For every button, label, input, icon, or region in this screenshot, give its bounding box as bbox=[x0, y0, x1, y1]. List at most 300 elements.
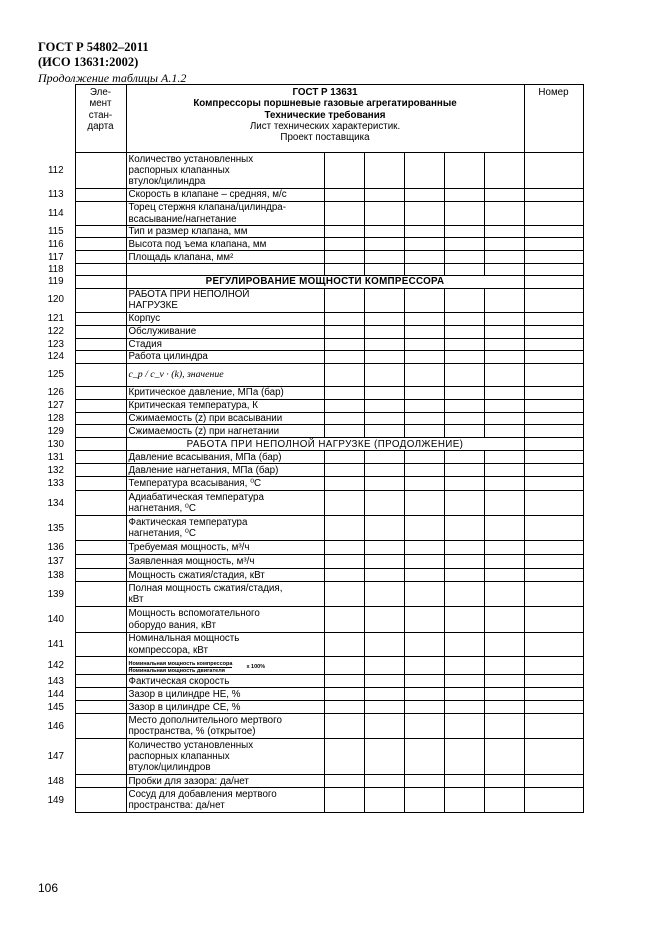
value-cell bbox=[404, 325, 444, 338]
table-row bbox=[37, 569, 583, 582]
value-cell bbox=[484, 788, 524, 813]
value-cell bbox=[364, 386, 404, 399]
value-cell bbox=[444, 739, 484, 775]
element-cell bbox=[75, 675, 126, 688]
element-cell bbox=[75, 325, 126, 338]
table-row bbox=[37, 657, 583, 675]
table-header-row bbox=[37, 85, 583, 153]
value-cell bbox=[444, 701, 484, 714]
value-cell bbox=[484, 238, 524, 251]
value-cell bbox=[484, 412, 524, 424]
value-cell bbox=[484, 202, 524, 226]
row-number: 123 bbox=[37, 338, 75, 350]
value-cell bbox=[444, 569, 484, 582]
number-cell bbox=[524, 688, 583, 701]
value-cell bbox=[364, 569, 404, 582]
table-row bbox=[37, 555, 583, 569]
value-cell bbox=[324, 338, 364, 350]
value-cell bbox=[444, 775, 484, 788]
value-cell bbox=[404, 350, 444, 363]
row-number: 128 bbox=[37, 412, 75, 424]
value-cell bbox=[364, 238, 404, 251]
element-cell bbox=[75, 477, 126, 491]
row-number: 140 bbox=[37, 607, 75, 633]
element-cell bbox=[75, 386, 126, 399]
value-cell bbox=[404, 386, 444, 399]
number-cell bbox=[524, 386, 583, 399]
value-cell bbox=[324, 451, 364, 464]
number-cell bbox=[524, 541, 583, 555]
fraction-numerator: Номинальная мощность компрессора bbox=[128, 661, 233, 668]
value-cell bbox=[444, 516, 484, 541]
parameter-label bbox=[126, 657, 324, 675]
parameter-label: РАБОТА ПРИ НЕПОЛНОЙ НАГРУЗКЕ bbox=[126, 288, 324, 312]
value-cell bbox=[444, 350, 484, 363]
value-cell bbox=[364, 412, 404, 424]
value-cell bbox=[444, 464, 484, 477]
element-cell bbox=[75, 251, 126, 264]
parameter-label: Торец стержня клапана/цилиндра- всасывание/нагнетание bbox=[126, 202, 324, 226]
element-cell bbox=[75, 399, 126, 412]
number-cell bbox=[524, 582, 583, 607]
number-cell bbox=[524, 238, 583, 251]
table-row bbox=[37, 775, 583, 788]
number-cell bbox=[524, 701, 583, 714]
row-number: 114 bbox=[37, 202, 75, 226]
parameter-label: Давление нагнетания, МПа (бар) bbox=[126, 464, 324, 477]
row-number: 113 bbox=[37, 189, 75, 202]
value-cell bbox=[444, 555, 484, 569]
row-number: 124 bbox=[37, 350, 75, 363]
table-row bbox=[37, 399, 583, 412]
element-cell bbox=[75, 541, 126, 555]
value-cell bbox=[324, 464, 364, 477]
value-cell bbox=[484, 350, 524, 363]
value-cell bbox=[484, 425, 524, 438]
parameter-label: Пробки для зазора: да/нет bbox=[126, 775, 324, 788]
value-cell bbox=[364, 633, 404, 657]
row-number: 134 bbox=[37, 491, 75, 516]
value-cell bbox=[324, 701, 364, 714]
value-cell bbox=[484, 555, 524, 569]
number-cell bbox=[524, 491, 583, 516]
value-cell bbox=[484, 189, 524, 202]
value-cell bbox=[484, 312, 524, 325]
element-cell bbox=[75, 788, 126, 813]
value-cell bbox=[444, 153, 484, 189]
header-blank bbox=[37, 85, 75, 153]
row-number: 144 bbox=[37, 688, 75, 701]
element-cell bbox=[75, 264, 126, 275]
value-cell bbox=[444, 412, 484, 424]
value-cell bbox=[484, 491, 524, 516]
table-row bbox=[37, 226, 583, 238]
table-continuation-label: Продолжение таблицы А.1.2 bbox=[38, 71, 187, 85]
element-cell bbox=[75, 714, 126, 739]
row-number: 149 bbox=[37, 788, 75, 813]
number-cell bbox=[524, 739, 583, 775]
number-cell bbox=[524, 312, 583, 325]
value-cell bbox=[324, 633, 364, 657]
number-cell bbox=[524, 264, 583, 275]
value-cell bbox=[484, 288, 524, 312]
value-cell bbox=[324, 739, 364, 775]
row-number: 121 bbox=[37, 312, 75, 325]
parameter-label: Давление всасывания, МПа (бар) bbox=[126, 451, 324, 464]
element-cell bbox=[75, 189, 126, 202]
row-number: 148 bbox=[37, 775, 75, 788]
number-cell bbox=[524, 275, 583, 288]
parameter-label: Полная мощность сжатия/стадия, кВт bbox=[126, 582, 324, 607]
parameter-label: Сосуд для добавления мертвого пространства: да/нет bbox=[126, 788, 324, 813]
table-row bbox=[37, 477, 583, 491]
value-cell bbox=[364, 325, 404, 338]
number-cell bbox=[524, 775, 583, 788]
value-cell bbox=[444, 312, 484, 325]
parameter-label: Стадия bbox=[126, 338, 324, 350]
table-title-sheet: Лист технических характеристик. bbox=[249, 120, 401, 132]
value-cell bbox=[364, 425, 404, 438]
value-cell bbox=[484, 251, 524, 264]
value-cell bbox=[364, 363, 404, 386]
value-cell bbox=[324, 516, 364, 541]
value-cell bbox=[324, 189, 364, 202]
value-cell bbox=[404, 412, 444, 424]
value-cell bbox=[484, 701, 524, 714]
parameter-label: Сжимаемость (z) при всасывании bbox=[126, 412, 324, 424]
number-cell bbox=[524, 451, 583, 464]
table-row bbox=[37, 714, 583, 739]
element-cell bbox=[75, 438, 126, 451]
row-number: 133 bbox=[37, 477, 75, 491]
table-row bbox=[37, 338, 583, 350]
element-cell bbox=[75, 582, 126, 607]
table-row bbox=[37, 675, 583, 688]
value-cell bbox=[324, 288, 364, 312]
row-number: 129 bbox=[37, 425, 75, 438]
value-cell bbox=[444, 189, 484, 202]
value-cell bbox=[404, 775, 444, 788]
value-cell bbox=[404, 739, 444, 775]
element-cell bbox=[75, 338, 126, 350]
value-cell bbox=[404, 714, 444, 739]
value-cell bbox=[404, 338, 444, 350]
page-number: 106 bbox=[38, 881, 59, 895]
row-number: 117 bbox=[37, 251, 75, 264]
parameter-label: Место дополнительного мертвого пространства, % (открытое) bbox=[126, 714, 324, 739]
row-number: 143 bbox=[37, 675, 75, 688]
value-cell bbox=[404, 477, 444, 491]
row-number: 126 bbox=[37, 386, 75, 399]
number-cell bbox=[524, 202, 583, 226]
value-cell bbox=[364, 607, 404, 633]
value-cell bbox=[324, 264, 364, 275]
row-number: 141 bbox=[37, 633, 75, 657]
value-cell bbox=[324, 775, 364, 788]
value-cell bbox=[364, 264, 404, 275]
value-cell bbox=[484, 739, 524, 775]
value-cell bbox=[364, 464, 404, 477]
parameter-label: Зазор в цилиндре НЕ, % bbox=[126, 688, 324, 701]
parameter-label: Фактическая температура нагнетания, ⁰С bbox=[126, 516, 324, 541]
row-number: 122 bbox=[37, 325, 75, 338]
value-cell bbox=[484, 338, 524, 350]
number-cell bbox=[524, 633, 583, 657]
value-cell bbox=[364, 202, 404, 226]
table-row bbox=[37, 788, 583, 813]
value-cell bbox=[484, 153, 524, 189]
number-cell bbox=[524, 555, 583, 569]
row-number: 137 bbox=[37, 555, 75, 569]
number-cell bbox=[524, 412, 583, 424]
value-cell bbox=[444, 226, 484, 238]
value-cell bbox=[364, 153, 404, 189]
element-cell bbox=[75, 701, 126, 714]
value-cell bbox=[484, 363, 524, 386]
value-cell bbox=[444, 325, 484, 338]
element-cell bbox=[75, 153, 126, 189]
spec-table bbox=[37, 84, 584, 813]
element-cell bbox=[75, 425, 126, 438]
value-cell bbox=[364, 739, 404, 775]
value-cell bbox=[364, 251, 404, 264]
value-cell bbox=[364, 688, 404, 701]
value-cell bbox=[364, 541, 404, 555]
row-number: 142 bbox=[37, 657, 75, 675]
value-cell bbox=[364, 657, 404, 675]
value-cell bbox=[364, 775, 404, 788]
number-cell bbox=[524, 657, 583, 675]
section-heading: РАБОТА ПРИ НЕПОЛНОЙ НАГРУЗКЕ (ПРОДОЛЖЕНИЕ) bbox=[126, 438, 524, 451]
value-cell bbox=[484, 582, 524, 607]
value-cell bbox=[324, 607, 364, 633]
table-row bbox=[37, 264, 583, 275]
value-cell bbox=[444, 657, 484, 675]
table-row bbox=[37, 238, 583, 251]
value-cell bbox=[364, 555, 404, 569]
value-cell bbox=[444, 399, 484, 412]
value-cell bbox=[484, 688, 524, 701]
value-cell bbox=[404, 288, 444, 312]
number-cell bbox=[524, 325, 583, 338]
value-cell bbox=[444, 688, 484, 701]
parameter-label: Температура всасывания, ⁰С bbox=[126, 477, 324, 491]
value-cell bbox=[484, 451, 524, 464]
number-cell bbox=[524, 569, 583, 582]
value-cell bbox=[444, 541, 484, 555]
value-cell bbox=[444, 425, 484, 438]
number-cell bbox=[524, 153, 583, 189]
value-cell bbox=[404, 399, 444, 412]
number-cell bbox=[524, 675, 583, 688]
value-cell bbox=[364, 288, 404, 312]
element-cell bbox=[75, 202, 126, 226]
value-cell bbox=[324, 541, 364, 555]
parameter-label: Скорость в клапане – средняя, м/с bbox=[126, 189, 324, 202]
value-cell bbox=[484, 516, 524, 541]
number-cell bbox=[524, 399, 583, 412]
value-cell bbox=[364, 788, 404, 813]
value-cell bbox=[404, 451, 444, 464]
row-number: 127 bbox=[37, 399, 75, 412]
value-cell bbox=[444, 251, 484, 264]
value-cell bbox=[484, 657, 524, 675]
value-cell bbox=[324, 226, 364, 238]
value-cell bbox=[364, 350, 404, 363]
number-cell bbox=[524, 477, 583, 491]
value-cell bbox=[404, 569, 444, 582]
parameter-label: Количество установленных распорных клапанных втулок/цилиндра bbox=[126, 153, 324, 189]
table-title-standard: ГОСТ Р 13631 bbox=[292, 87, 358, 98]
value-cell bbox=[404, 464, 444, 477]
row-number: 118 bbox=[37, 264, 75, 275]
value-cell bbox=[324, 555, 364, 569]
row-number: 119 bbox=[37, 275, 75, 288]
number-cell bbox=[524, 425, 583, 438]
row-number: 145 bbox=[37, 701, 75, 714]
standard-title: ГОСТ Р 54802–2011 bbox=[38, 40, 149, 54]
value-cell bbox=[324, 350, 364, 363]
table-row bbox=[37, 516, 583, 541]
value-cell bbox=[444, 477, 484, 491]
table-row bbox=[37, 491, 583, 516]
parameter-label: Площадь клапана, мм² bbox=[126, 251, 324, 264]
element-cell bbox=[75, 350, 126, 363]
parameter-label: Работа цилиндра bbox=[126, 350, 324, 363]
table-row bbox=[37, 386, 583, 399]
table-row bbox=[37, 688, 583, 701]
value-cell bbox=[364, 516, 404, 541]
value-cell bbox=[324, 363, 364, 386]
row-number: 132 bbox=[37, 464, 75, 477]
parameter-label: Сжимаемость (z) при нагнетании bbox=[126, 425, 324, 438]
element-cell bbox=[75, 569, 126, 582]
value-cell bbox=[364, 399, 404, 412]
value-cell bbox=[484, 226, 524, 238]
table-title-subtitle: Технические требования bbox=[264, 109, 386, 121]
element-cell bbox=[75, 657, 126, 675]
table-row bbox=[37, 251, 583, 264]
element-cell bbox=[75, 739, 126, 775]
number-cell bbox=[524, 363, 583, 386]
row-number: 130 bbox=[37, 438, 75, 451]
value-cell bbox=[324, 153, 364, 189]
number-cell bbox=[524, 438, 583, 451]
row-number: 136 bbox=[37, 541, 75, 555]
value-cell bbox=[484, 541, 524, 555]
row-number: 116 bbox=[37, 238, 75, 251]
value-cell bbox=[484, 607, 524, 633]
table-row bbox=[37, 288, 583, 312]
value-cell bbox=[404, 363, 444, 386]
value-cell bbox=[444, 363, 484, 386]
number-cell bbox=[524, 464, 583, 477]
value-cell bbox=[404, 516, 444, 541]
value-cell bbox=[324, 202, 364, 226]
value-cell bbox=[484, 633, 524, 657]
value-cell bbox=[444, 451, 484, 464]
value-cell bbox=[444, 238, 484, 251]
value-cell bbox=[404, 582, 444, 607]
parameter-label: Заявленная мощность, м³/ч bbox=[126, 555, 324, 569]
value-cell bbox=[404, 264, 444, 275]
value-cell bbox=[404, 555, 444, 569]
number-cell bbox=[524, 288, 583, 312]
iso-reference: (ИСО 13631:2002) bbox=[38, 55, 139, 69]
value-cell bbox=[324, 491, 364, 516]
value-cell bbox=[484, 325, 524, 338]
value-cell bbox=[444, 582, 484, 607]
value-cell bbox=[324, 569, 364, 582]
value-cell bbox=[404, 189, 444, 202]
element-header: Эле- мент стан- дарта bbox=[75, 85, 126, 153]
table-row bbox=[37, 633, 583, 657]
value-cell bbox=[324, 238, 364, 251]
value-cell bbox=[404, 153, 444, 189]
element-cell bbox=[75, 312, 126, 325]
value-cell bbox=[364, 477, 404, 491]
table-row bbox=[37, 275, 583, 288]
table-row bbox=[37, 464, 583, 477]
value-cell bbox=[404, 312, 444, 325]
value-cell bbox=[324, 251, 364, 264]
value-cell bbox=[404, 425, 444, 438]
parameter-label: Критическое давление, МПа (бар) bbox=[126, 386, 324, 399]
row-number: 138 bbox=[37, 569, 75, 582]
value-cell bbox=[404, 788, 444, 813]
value-cell bbox=[484, 264, 524, 275]
value-cell bbox=[404, 541, 444, 555]
table-row bbox=[37, 451, 583, 464]
table-row bbox=[37, 363, 583, 386]
value-cell bbox=[324, 425, 364, 438]
value-cell bbox=[484, 775, 524, 788]
value-cell bbox=[444, 491, 484, 516]
element-cell bbox=[75, 288, 126, 312]
number-cell bbox=[524, 350, 583, 363]
table-title-block bbox=[126, 85, 524, 153]
parameter-label: Критическая температура, К bbox=[126, 399, 324, 412]
value-cell bbox=[484, 714, 524, 739]
parameter-label: Номинальная мощность компрессора, кВт bbox=[126, 633, 324, 657]
row-number: 139 bbox=[37, 582, 75, 607]
value-cell bbox=[324, 386, 364, 399]
element-cell bbox=[75, 491, 126, 516]
row-number: 112 bbox=[37, 153, 75, 189]
row-number: 146 bbox=[37, 714, 75, 739]
value-cell bbox=[444, 788, 484, 813]
table-row bbox=[37, 412, 583, 424]
table-row bbox=[37, 189, 583, 202]
parameter-label: Тип и размер клапана, мм bbox=[126, 226, 324, 238]
value-cell bbox=[444, 714, 484, 739]
table-row bbox=[37, 701, 583, 714]
number-cell bbox=[524, 251, 583, 264]
element-cell bbox=[75, 555, 126, 569]
value-cell bbox=[324, 657, 364, 675]
row-number: 135 bbox=[37, 516, 75, 541]
element-cell bbox=[75, 275, 126, 288]
value-cell bbox=[364, 491, 404, 516]
value-cell bbox=[364, 701, 404, 714]
row-number: 147 bbox=[37, 739, 75, 775]
value-cell bbox=[484, 399, 524, 412]
parameter-label: Количество установленных распорных клапанных втулок/цилиндров bbox=[126, 739, 324, 775]
value-cell bbox=[444, 386, 484, 399]
table-row bbox=[37, 438, 583, 451]
fraction-multiplier: х 100% bbox=[246, 664, 266, 671]
value-cell bbox=[404, 238, 444, 251]
